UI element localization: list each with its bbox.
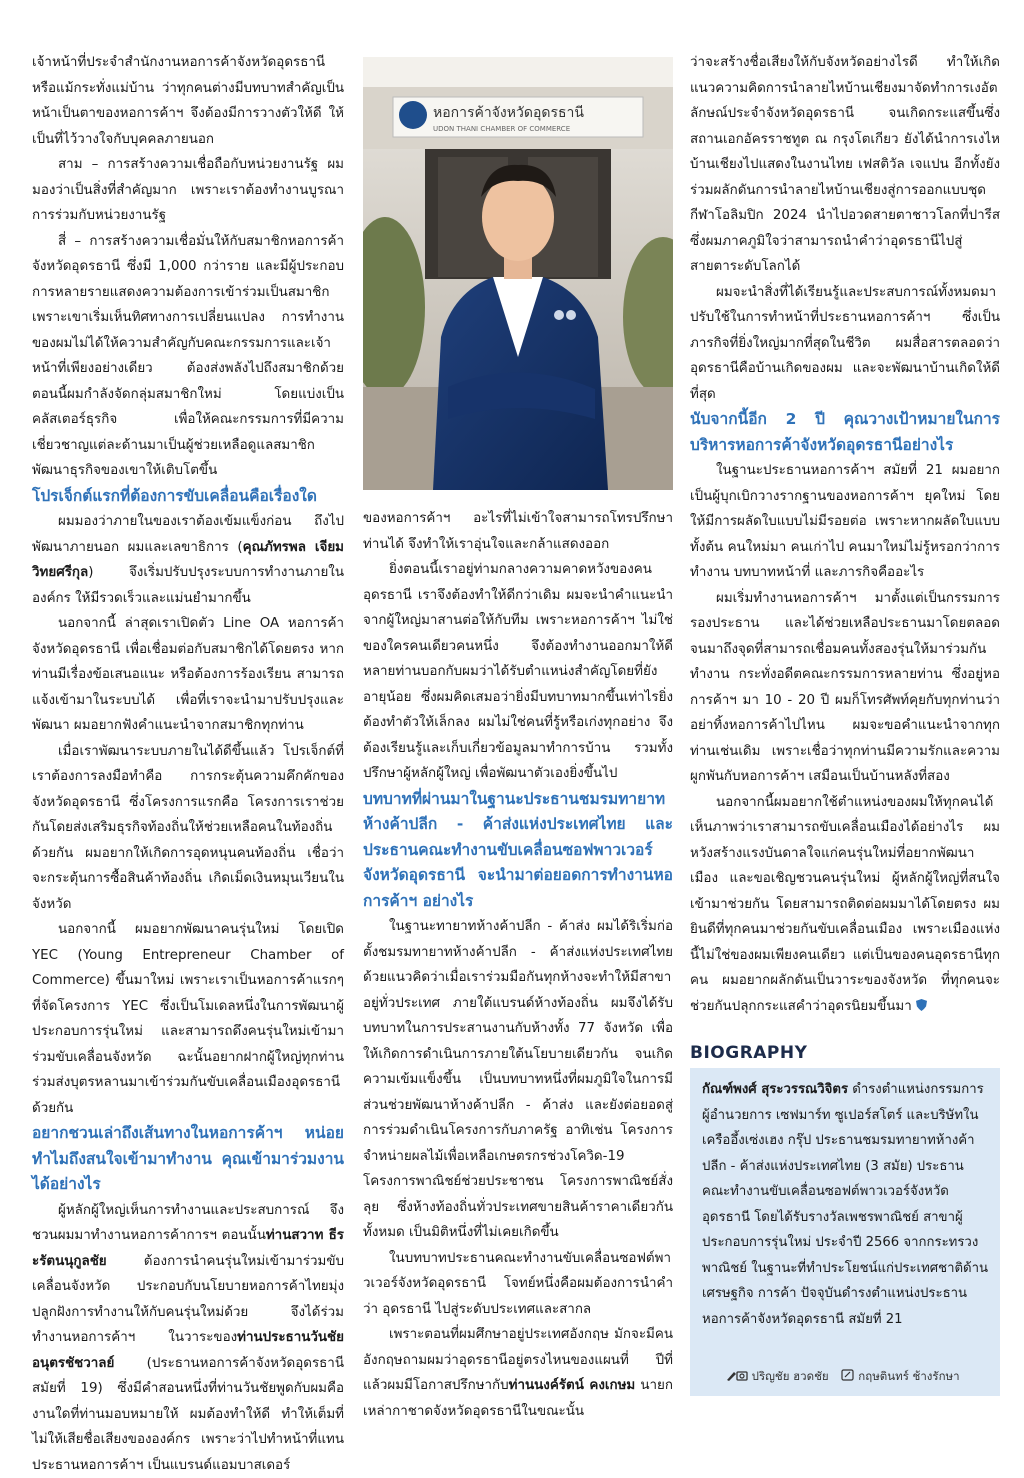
paragraph: ในบทบาทประธานคณะทำงานขับเคลื่อนซอฟต์พาวเวอร์จังหวัดอุดรธานี โจทย์หนึ่งคือผมต้องการนำคำว่า อุดรธานี ไปสู่ระดับประเทศและสากล — [363, 1246, 673, 1323]
paragraph: ในฐานะประธานหอการค้าฯ สมัยที่ 21 ผมอยากเป็นผู้บุกเบิกวางรากฐานของหอการค้าฯ ยุคใหม่ โดยให้มีการผลัดใบแบบไม่มีรอยต่อ เพราะหากผลัดใบแบบทั้งต้น คนใหม่มา คนเก่าไป คนมาใหม่ไม่รู้หรอกว่าการทำงาน บทบาทหน้าที่ และภารกิจคืออะไร — [690, 458, 1000, 586]
person-name: ท่านประธานวันชัย อนุตรชัชวาลย์ — [32, 1330, 344, 1371]
writer-credit: กฤษตินทร์ ช้างรักษา — [841, 1368, 960, 1386]
paragraph: ในฐานะทายาทห้างค้าปลีก - ค้าส่ง ผมได้ริเริ่มก่อตั้งชมรมทายาทห้างค้าปลีก - ค้าส่งแห่งประเทศไทย ด้วยแนวคิดว่าเมื่อเราร่วมมือกันทุกห้างจะทำให้มีสาขาอยู่ทั่วประเทศ ภายใต้แบรนด์ห้างท้องถิ่น ผมจึงได้รับบทบาทในการประสานงานกับห้างทั้ง 77 จังหวัด เพื่อให้เกิดการดำเนินการภายใต้นโยบายเดียวกัน จนเกิดความเข้มแข็งขึ้น เป็นบทบาทหนึ่งที่ผมภูมิใจในการมีส่วนช่วยพัฒนาห้างค้าปลีก - ค้าส่ง และยังต่อยอดสู่การร่วมดำเนินโครงการกับภาครัฐ อาทิเช่น โครงการจำหน่ายผลไม้เพื่อเหลือเกษตรกรช่วงโควิด-19 โครงการพาณิชย์ช่วยประชาชน โครงการพาณิชย์สั่งลุย ซึ่งห้างท้องถิ่นทั่วประเทศขายสินค้าราคาเดียวกันทั้งหมด เป็นมิติหนึ่งที่ไม่เคยเกิดขึ้น — [363, 914, 673, 1246]
paragraph: นอกจากนี้ ล่าสุดเราเปิดตัว Line OA หอการค้าจังหวัดอุดรธานี เพื่อเชื่อมต่อกับสมาชิกได้โดยตรง หากท่านมีเรื่องข้อเสนอแนะ หรือต้องการร้องเรียน สามารถแจ้งเข้ามาในระบบได้ เพื่อที่เราจะนำมาปรับปรุงและพัฒนา ผมอยากฟังคำแนะนำจากสมาชิกทุกท่าน — [32, 611, 344, 739]
credits — [690, 1340, 1000, 1396]
paragraph: สี่ – การสร้างความเชื่อมั่นให้กับสมาชิกหอการค้าจังหวัดอุดรธานี ซึ่งมี 1,000 กว่าราย และมีผู้ประกอบการหลายรายแสดงความต้องการเข้าร่วมเป็นสมาชิก เพราะเขาเริ่มเห็นทิศทางการเปลี่ยนแปลง การทำงานของผมไม่ได้ให้ความสำคัญกับคณะกรรมการและเจ้าหน้าที่เพียงอย่างเดียว ต้องส่งพลังไปถึงสมาชิกด้วย ตอนนี้ผมกำลังจัดกลุ่มสมาชิกใหม่ โดยแบ่งเป็นคลัสเตอร์ธุรกิจ เพื่อให้คณะกรรมการที่มีความเชี่ยวชาญแต่ละด้านมาเป็นผู้ช่วยเหลือดูแลสมาชิกพัฒนาธุรกิจของเขาให้เติบโตขึ้น — [32, 229, 344, 484]
paragraph: เมื่อเราพัฒนาระบบภายในได้ดีขึ้นแล้ว โปรเจ็กต์ที่เราต้องการลงมือทำคือ การกระตุ้นความคึกคักของจังหวัดอุดรธานี ซึ่งโครงการแรกคือ โครงการเราช่วยกันโดยส่งเสริมธุรกิจท้องถิ่นให้ช่วยเหลือคนในท้องถิ่นด้วยกัน ผมอยากให้เกิดการอุดหนุนคนท้องถิ่น เชื่อว่าจะกระตุ้นการซื้อสินค้าท้องถิ่น เกิดเม็ดเงินหมุนเวียนในจังหวัด — [32, 739, 344, 918]
section-heading: โปรเจ็กต์แรกที่ต้องการขับเคลื่อนคือเรื่องใด — [32, 484, 344, 510]
bio-text: ดำรงตำแหน่งกรรมการผู้อำนวยการ เซฟมาร์ท ซูเปอร์สโตร์ และบริษัทในเครืออึ้งเซ่งเฮง กรุ๊ป ประธานชมรมทายาทห้างค้าปลีก - ค้าส่งแห่งประเทศไทย (3 สมัย) ประธานคณะทำงานขับเคลื่อนซอฟต์พาวเวอร์จังหวัดอุดรธานี โดยได้รับรางวัลเพชรพาณิชย์ สาขาผู้ประกอบการรุ่นใหม่ ประจำปี 2566 จากกระทรวงพาณิชย์ ในฐานะที่ทำประโยชน์แก่ประเทศชาติด้านเศรษฐกิจ การค้า ปัจจุบันดำรงตำแหน่งประธานหอการค้าจังหวัดอุดรธานี สมัยที่ 21 — [702, 1082, 988, 1327]
sign-text: หอการค้าจังหวัดอุดรธานี — [433, 105, 584, 121]
biography-box — [690, 1068, 1000, 1340]
person-name: คุณภัทรพล เจียมวิทยศรีกุล — [32, 540, 344, 581]
section-heading: บทบาทที่ผ่านมาในฐานะประธานชมรมทายาทห้างค้าปลีก - ค้าส่งแห่งประเทศไทย และประธานคณะทำงานขับเคลื่อนซอฟพาวเวอร์จังหวัดอุดรธานี จะนำมาต่อยอดการทำงานหอการค้าฯ อย่างไร — [363, 787, 673, 915]
paragraph: ผมจะนำสิ่งที่ได้เรียนรู้และประสบการณ์ทั้งหมดมาปรับใช้ในการทำหน้าที่ประธานหอการค้าฯ ซึ่งเป็นภารกิจที่ยิ่งใหญ่มากที่สุดในชีวิต ผมสื่อสารตลอดว่าอุดรธานีคือบ้านเกิดของผม และจะพัฒนาบ้านเกิดให้ดีที่สุด — [690, 280, 1000, 408]
paragraph: ผมมองว่าภายในของเราต้องเข้มแข็งก่อน ถึงไปพัฒนาภายนอก ผมและเลขาธิการ (คุณภัทรพล เจียมวิทยศรีกุล) จึงเริ่มปรับปรุงระบบการทำงานภายในองค์กร ให้มีรวดเร็วและแม่นยำมากขึ้น — [32, 509, 344, 611]
portrait-illustration — [363, 57, 673, 490]
paragraph: ผู้หลักผู้ใหญ่เห็นการทำงานและประสบการณ์ จึงชวนผมมาทำงานหอการค้าการฯ ตอนนั้นท่านสวาท ธีระรัตนนุกูลชัย ต้องการนำคนรุ่นใหม่เข้ามาร่วมขับเคลื่อนจังหวัด ประกอบกับนโยบายหอการค้าไทยมุ่งปลูกฝังการทำงานให้กับคนรุ่นใหม่ด้วย จึงได้ร่วมทำงานหอการค้าฯ ในวาระของท่านประธานวันชัย อนุตรชัชวาลย์ (ประธานหอการค้าจังหวัดอุดรธานี สมัยที่ 19) ซึ่งมีคำสอนหนึ่งที่ท่านวันชัยพูดกับผมคืองานใดที่ท่านมอบหมายให้ ผมต้องทำให้ดี ทำให้เต็มที่ ไม่ให้เสียชื่อเสียงขององค์กร เพราะว่าไปทำหน้าที่แทนประธานหอการค้าฯ เป็นแบรนด์แอมบาสเดอร์ — [32, 1198, 344, 1478]
paragraph: นอกจากนี้ ผมอยากพัฒนาคนรุ่นใหม่ โดยเปิด YEC (Young Entrepreneur Chamber of Commerce) ขึ้นมาใหม่ เพราะเราเป็นหอการค้าแรกๆ ที่จัดโครงการ YEC ซึ่งเป็นโมเดลหนึ่งในการพัฒนาผู้ประกอบการรุ่นใหม่ และสามารถดึงคนรุ่นใหม่เข้ามาร่วมขับเคลื่อนจังหวัด ฉะนั้นอยากฝากผู้ใหญ่ทุกท่านร่วมส่งบุตรหลานมาเข้าร่วมกันขับเคลื่อนเมืองอุดรธานีด้วยกัน — [32, 917, 344, 1121]
paragraph: เจ้าหน้าที่ประจำสำนักงานหอการค้าจังหวัดอุดรธานีหรือแม้กระทั่งแม่บ้าน ว่าทุกคนต่างมีบทบาทสำคัญเป็นหน้าเป็นตาของหอการค้าฯ จึงต้องมีการวางตัวให้ดี ให้เป็นที่ไว้วางใจกับบุคคลภายนอก — [32, 50, 344, 152]
article-column-1 — [32, 50, 344, 1478]
paragraph: เพราะตอนที่ผมศึกษาอยู่ประเทศอังกฤษ มักจะมีคนอังกฤษถามผมว่าอุดรธานีอยู่ตรงไหนของแผนที่ ปีที่แล้วผมมีโอกาสปรึกษากับท่านนงค์รัตน์ คงเกษม นายกเหล่ากาชาดจังหวัดอุดรธานีในขณะนั้น — [363, 1322, 673, 1424]
section-heading: อยากชวนเล่าถึงเส้นทางในหอการค้าฯ หน่อย ทำไมถึงสนใจเข้ามาทำงาน คุณเข้ามาร่วมงานได้อย่างไร — [32, 1121, 344, 1198]
bio-name: กัณฑ์พงศ์ สุระวรรณวิจิตร — [702, 1082, 848, 1097]
biography-title: BIOGRAPHY — [690, 1043, 807, 1063]
edit-icon — [841, 1369, 855, 1381]
logo-seal — [399, 101, 427, 129]
person-name: ท่านนงค์รัตน์ คงเกษม — [509, 1378, 636, 1393]
paragraph: นอกจากนี้ผมอยากใช้ตำแหน่งของผมให้ทุกคนได้เห็นภาพว่าเราสามารถขับเคลื่อนเมืองได้อย่างไร ผมหวังสร้างแรงบันดาลใจแก่คนรุ่นใหม่ที่อยากพัฒนาเมือง และขอเชิญชวนคนรุ่นใหม่ ผู้หลักผู้ใหญ่ที่สนใจ เข้ามาช่วยกัน โดยสามารถติดต่อผมมาได้โดยตรง ผมยินดีที่ทุกคนมาช่วยกันขับเคลื่อนเมือง เพราะเมืองแห่งนี้ไม่ใช่ของผมเพียงคนเดียว แต่เป็นของคนอุดรธานีทุกคน ผมอยากผลักดันเป็นวาระของจังหวัด ที่ทุกคนจะช่วยกันปลุกกระแสคำว่าอุดรนิยมขึ้นมา — [690, 790, 1000, 1020]
person-name: ท่านสวาท ธีระรัตนนุกูลชัย — [32, 1228, 344, 1269]
pen-camera-icon — [726, 1369, 748, 1381]
portrait-photo — [363, 57, 673, 490]
section-heading: นับจากนี้อีก 2 ปี คุณวางเป้าหมายในการบริหารหอการค้าจังหวัดอุดรธานีอย่างไร — [690, 407, 1000, 458]
sign-subtext: UDON THANI CHAMBER OF COMMERCE — [433, 125, 570, 133]
end-shield-icon — [916, 999, 927, 1011]
paragraph: ผมเริ่มทำงานหอการค้าฯ มาตั้งแต่เป็นกรรมการรองประธาน และได้ช่วยเหลือประธานมาโดยตลอด จนมาถึงจุดที่สามารถเชื่อมคนทั้งสองรุ่นให้มาร่วมกันทำงาน กระทั่งอดีตคณะกรรมการหลายท่าน ซึ่งอยู่หอการค้าฯ มา 10 - 20 ปี ผมก็โทรศัพท์คุยกับทุกท่านว่า อย่าทิ้งหอการค้าไปไหน ผมจะขอคำแนะนำจากทุกท่านเช่นเดิม เพราะเชื่อว่าทุกท่านมีความรักและความผูกพันกับหอการค้าฯ เสมือนเป็นบ้านหลังที่สอง — [690, 586, 1000, 790]
photo-credit: ปริญชัย ฮวดชัย — [726, 1368, 829, 1386]
article-column-2 — [363, 506, 673, 1424]
paragraph: ว่าจะสร้างชื่อเสียงให้กับจังหวัดอย่างไรดี ทำให้เกิดแนวความคิดการนำลายไหบ้านเชียงมาจัดทำการเงอัตลักษณ์ประจำจังหวัดอุดรธานี จนเกิดกระแสขึ้นซึ่งสถานเอกอัครราชทูต ณ กรุงโตเกียว ยังได้นำการเงไหบ้านเชียงไปแสดงในงานไทย เฟสติวัล เจแปน อีกทั้งยังร่วมผลักดันการนำลายไหบ้านเชียงสู่การออกแบบชุดกีฬาโอลิมปิก 2024 นำไปอวดสายตาชาวโลกที่ปารีส ซึ่งผมภาคภูมิใจว่าสามารถนำคำว่าอุดรธานีไปสู่สายตาระดับโลกได้ — [690, 50, 1000, 280]
paragraph: ยิ่งตอนนี้เราอยู่ท่ามกลางความคาดหวังของคนอุดรธานี เราจึงต้องทำให้ดีกว่าเดิม ผมจะนำคำแนะนำจากผู้ใหญ่มาสานต่อให้กับทีม เพราะหอการค้าฯ ไม่ใช่ของใครคนเดียวคนหนึ่ง จึงต้องทำงานออกมาให้ดี หลายท่านบอกกับผมว่าได้รับตำแหน่งสำคัญโดยที่ยังอายุน้อย ซึ่งผมคิดเสมอว่ายิ่งมีบทบาทมากขึ้นเท่าไรยิ่งต้องทำตัวให้เล็กลง ผมไม่ใช่คนที่รู้หรือเก่งทุกอย่าง จึงต้องเรียนรู้และเก็บเกี่ยวข้อมูลมาทำการบ้าน รวมทั้งปรึกษาผู้หลักผู้ใหญ่ เพื่อพัฒนาตัวเองยิ่งขึ้นไป — [363, 557, 673, 787]
paragraph: สาม – การสร้างความเชื่อถือกับหน่วยงานรัฐ ผมมองว่าเป็นสิ่งที่สำคัญมาก เพราะเราต้องทำงานบูรณาการร่วมกับหน่วยงานรัฐ — [32, 152, 344, 229]
article-column-3 — [690, 50, 1000, 1019]
paragraph: ของหอการค้าฯ อะไรที่ไม่เข้าใจสามารถโทรปรึกษาท่านได้ จึงทำให้เราอุ่นใจและกล้าแสดงออก — [363, 506, 673, 557]
